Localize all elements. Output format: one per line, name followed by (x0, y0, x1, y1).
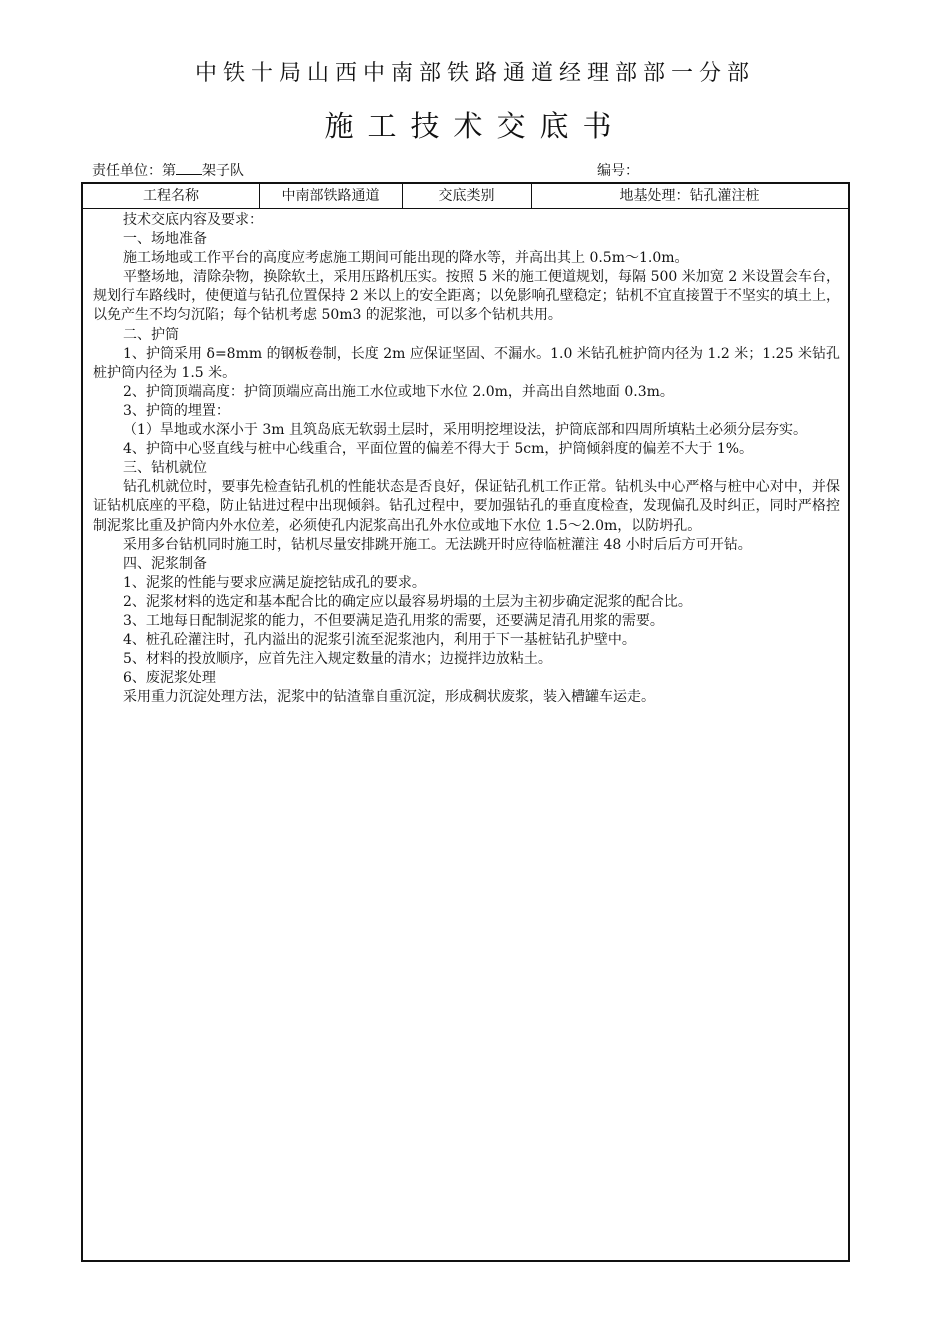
content-paragraph: 技术交底内容及要求： (123, 212, 263, 228)
responsible-unit (92, 160, 244, 180)
header-table-row (83, 184, 848, 209)
content-paragraph: 2、泥浆材料的选定和基本配合比的确定应以最容易坍塌的土层为主初步确定泥浆的配合比。 (123, 593, 692, 610)
content-paragraph: 2、护筒顶端高度：护筒顶端应高出施工水位或地下水位 2.0m，并高出自然地面 0.3m。 (123, 383, 674, 400)
project-name-value: 中南部铁路通道 (259, 184, 403, 208)
organization-name: 中铁十局山西中南部铁路通道经理部部一分部 (194, 61, 755, 86)
content-paragraph: 平整场地，清除杂物，换除软土，采用压路机压实。按照 5 米的施工便道规划，每隔 500 米加宽 2 米设置会车台，规划行车路线时，使便道与钻孔位置保持 2 米以上的安全距离；以免影响孔壁稳定；钻机不宜直接置于不坚实的填土上，以免产生不均匀沉陷；每个钻机考虑 50m3 的泥浆池，可以多个钻机共用。 (93, 269, 840, 324)
section-heading: 一、场地准备 (123, 231, 207, 248)
content-paragraph: 6、废泥浆处理 (123, 670, 216, 687)
content-paragraph: 采用多台钻机同时施工时，钻机尽量安排跳开施工。无法跳开时应待临桩灌注 48 小时后后方可开钻。 (123, 536, 752, 553)
unit-prefix: 责任单位：第 (92, 163, 176, 179)
unit-suffix: 架子队 (202, 163, 244, 179)
document-title: 施工技术交底书 (324, 109, 626, 143)
disclosure-content (93, 211, 840, 707)
content-paragraph: 5、材料的投放顺序，应首先注入规定数量的清水；边搅拌边放粘土。 (123, 651, 552, 668)
disclosure-frame (81, 182, 850, 1262)
section-heading: 四、泥浆制备 (123, 555, 207, 572)
content-paragraph: 3、工地每日配制泥浆的能力，不但要满足造孔用浆的需要，还要满足清孔用浆的需要。 (123, 612, 664, 629)
content-paragraph: 3、护筒的埋置： (123, 402, 230, 419)
content-paragraph: 1、泥浆的性能与要求应满足旋挖钻成孔的要求。 (123, 574, 426, 591)
content-paragraph: 4、护筒中心竖直线与桩中心线重合，平面位置的偏差不得大于 5cm，护筒倾斜度的偏差不大于 1%。 (123, 441, 754, 458)
disclosure-type-label: 交底类别 (402, 184, 532, 208)
section-heading: 二、护筒 (123, 326, 179, 343)
meta-row (92, 160, 860, 182)
disclosure-type-value: 地基处理：钻孔灌注桩 (619, 188, 760, 204)
document-number-label: 编号： (597, 163, 639, 179)
content-paragraph: （1）旱地或水深小于 3m 且筑岛底无软弱土层时，采用明挖埋设法，护筒底部和四周所填粘土必须分层夯实。 (123, 422, 807, 439)
content-paragraph: 施工场地或工作平台的高度应考虑施工期间可能出现的降水等，并高出其上 0.5m～1.0m。 (123, 250, 689, 267)
content-paragraph: 采用重力沉淀处理方法，泥浆中的钻渣靠自重沉淀，形成稠状废浆，装入槽罐车运走。 (123, 689, 655, 706)
section-heading: 三、钻机就位 (123, 460, 207, 477)
content-paragraph: 1、护筒采用 δ=8mm 的钢板卷制，长度 2m 应保证坚固、不漏水。1.0 米钻孔桩护筒内径为 1.2 米；1.25 米钻孔桩护筒内径为 1.5 米。 (93, 345, 840, 381)
project-name-label: 工程名称 (83, 184, 260, 208)
content-paragraph: 钻孔机就位时，要事先检查钻孔机的性能状态是否良好，保证钻孔机工作正常。钻机头中心严格与桩中心对中，并保证钻机底座的平稳，防止钻进过程中出现倾斜。钻孔过程中，要加强钻孔的垂直度检查，发现偏孔及时纠正，同时严格控制泥浆比重及护筒内外水位差，必须使孔内泥浆高出孔外水位或地下水位 1.5～2.0m，以防坍孔。 (93, 479, 840, 534)
unit-blank (176, 162, 202, 175)
content-paragraph: 4、桩孔砼灌注时，孔内溢出的泥浆引流至泥浆池内，利用于下一基桩钻孔护壁中。 (123, 632, 636, 649)
